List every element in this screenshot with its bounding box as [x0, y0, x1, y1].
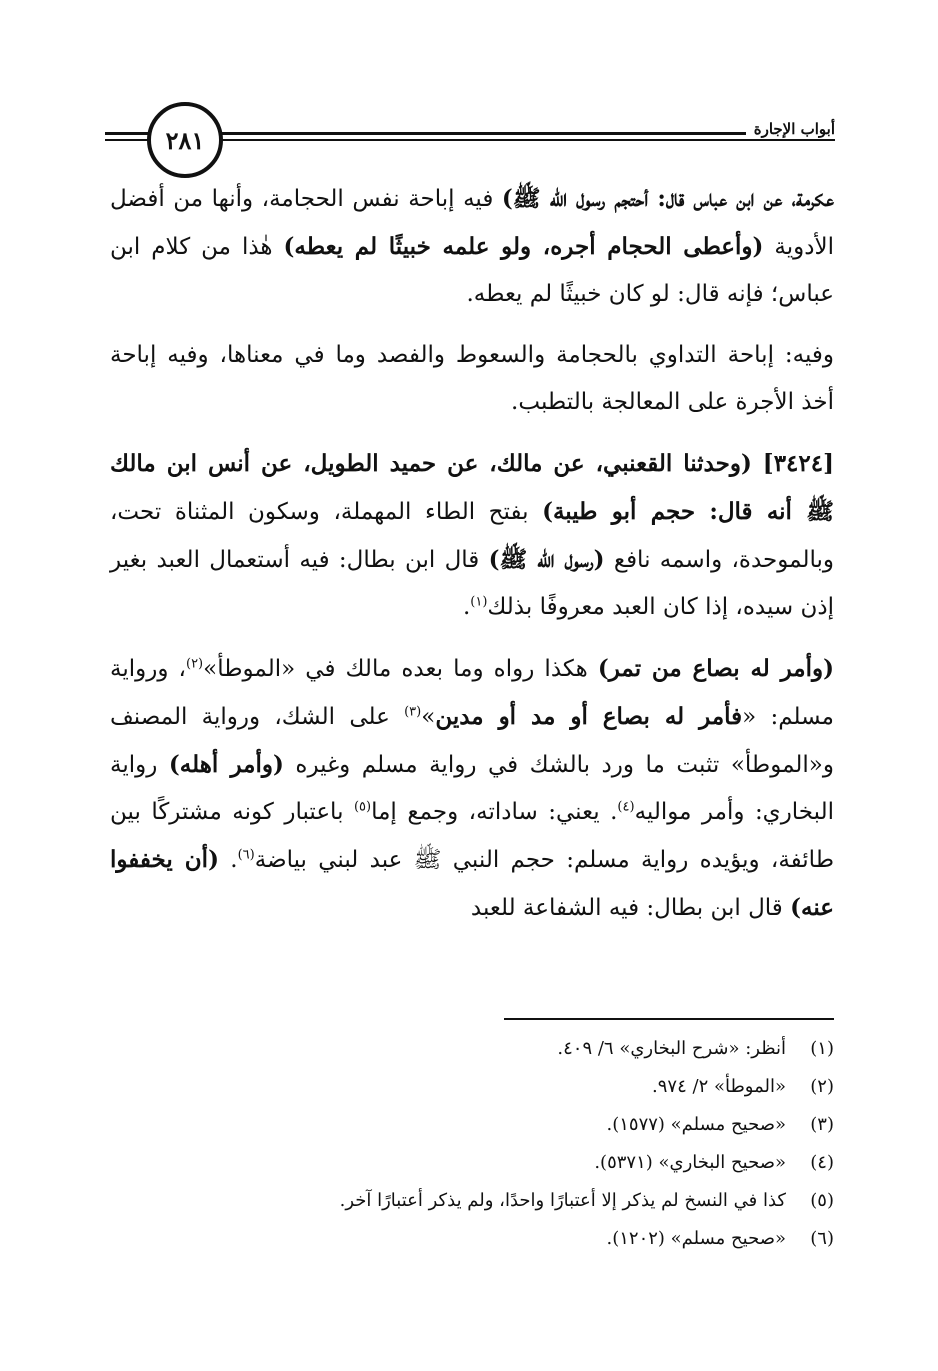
text-run: هٰذا من كلام ابن عباس؛ فإنه قال: لو كان خبيثًا لم يعطه.	[110, 234, 834, 307]
chapter-title: أبواب الإجارة	[746, 120, 835, 138]
footnote-number: (٤)	[810, 1152, 834, 1173]
footnote-text: «صحيح مسلم» (١٥٧٧).	[606, 1114, 786, 1135]
footnote-item	[214, 1182, 834, 1220]
bold-text-run: [٣٤٢٤] (وحدثنا القعنبي، عن مالك، عن حميد الطويل، عن أنس ابن مالك ﷺ أنه قال: حجم أبو طيبة)	[110, 450, 834, 525]
text-run: . يعني: ساداته، وجمع إما	[371, 799, 618, 825]
text-run: ، ورواية مسلم: «	[110, 656, 834, 730]
footnote-item	[214, 1068, 834, 1106]
bold-text-run: (وأمر أهله)	[168, 751, 284, 778]
text-run: .	[462, 594, 471, 620]
footnotes	[214, 1030, 834, 1258]
text-run: »	[421, 704, 436, 730]
footnote-marker: (١)	[470, 594, 488, 610]
footnote-number: (٢)	[810, 1076, 834, 1097]
footnote-text: «صحيح مسلم» (١٢٠٢).	[606, 1228, 786, 1249]
page-header	[105, 100, 835, 180]
text-run: قال ابن بطال: فيه أستعمال العبد بغير إذن سيده، إذا كان العبد معروفًا بذلك	[110, 547, 834, 620]
bold-text-run: فأمر له بصاع أو مد أو مدين	[435, 703, 743, 730]
footnote-number: (١)	[810, 1038, 834, 1059]
footnote-item	[214, 1030, 834, 1068]
main-text	[110, 175, 834, 946]
footnote-text: كذا في النسخ لم يذكر إلا أعتبارًا واحدًا، ولم يذكر أعتبارًا آخر.	[339, 1190, 786, 1211]
footnote-item	[214, 1106, 834, 1144]
text-run: فيه إباحة نفس الحجامة، وأنها من أفضل الأدوية	[110, 186, 834, 260]
text-run: .	[218, 847, 238, 873]
footnote-marker: (٢)	[185, 656, 204, 672]
paragraph	[110, 440, 834, 631]
footnote-text: «الموطأ» ٢/ ٩٧٤.	[652, 1076, 786, 1097]
bold-text-run: (وأعطى الحجام أجره، ولو علمه خبيثًا لم يعطه)	[283, 233, 764, 260]
footnote-marker: (٣)	[404, 704, 422, 720]
paragraph	[110, 175, 834, 318]
text-run: هكذا رواه وما بعده مالك في «الموطأ»	[203, 656, 598, 682]
text-run: رواية البخاري: وأمر مواليه	[110, 752, 834, 825]
footnote-text: «صحيح البخاري» (٥٣٧١).	[594, 1152, 786, 1173]
footnote-number: (٥)	[810, 1190, 834, 1211]
footnote-text: أنظر: «شرح البخاري» ٦/ ٤٠٩.	[557, 1038, 786, 1059]
footnote-marker: (٤)	[617, 799, 635, 815]
text-run: وفيه: إباحة التداوي بالحجامة والسعوط والفصد وما في معناها، وفيه إباحة أخذ الأجرة على المعالجة بالتطبب.	[110, 342, 834, 415]
footnote-number: (٣)	[810, 1114, 834, 1135]
footnote-marker: (٥)	[353, 799, 372, 815]
text-run: بفتح الطاء المهملة، وسكون المثناة تحت، وبالموحدة، واسمه نافع	[110, 499, 834, 573]
text-run: على الشك، ورواية المصنف و«الموطأ» تثبت ما ورد بالشك في رواية مسلم وغيره	[110, 704, 834, 778]
bold-text-run: عكرمة، عن ابن عباس قال: أحتجم رسول الله ﷺ)	[501, 185, 834, 212]
paragraph	[110, 332, 834, 426]
bold-text-run: (وأمر له بصاع من تمر)	[597, 655, 834, 682]
footnote-item	[214, 1220, 834, 1258]
paragraph	[110, 645, 834, 932]
footnote-item	[214, 1144, 834, 1182]
text-run: قال ابن بطال: فيه الشفاعة للعبد	[470, 895, 791, 921]
text-run: باعتبار كونه مشتركًا بين طائفة، ويؤيده رواية مسلم: حجم النبي ﷺ عبد لبني بياضة	[110, 799, 834, 873]
footnote-separator	[504, 1018, 834, 1020]
bold-text-run: (رسول الله ﷺ)	[488, 546, 605, 573]
footnote-marker: (٦)	[237, 847, 255, 863]
footnote-number: (٦)	[810, 1228, 834, 1249]
bold-text-run: (أن يخففوا عنه)	[110, 846, 834, 921]
page-number: ٢٨١	[147, 102, 223, 178]
